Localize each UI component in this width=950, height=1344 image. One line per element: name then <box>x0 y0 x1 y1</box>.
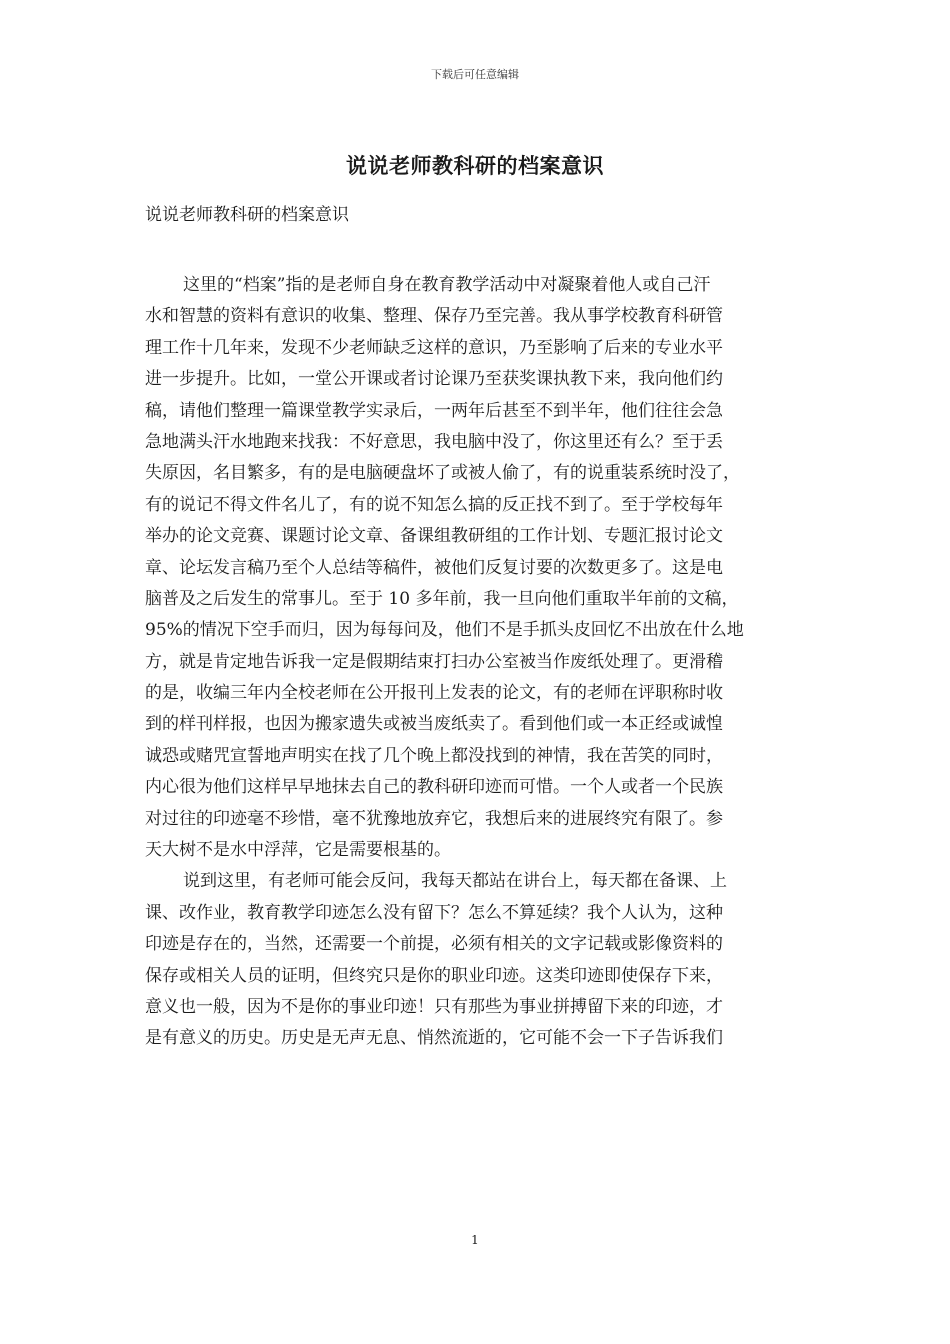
paragraph-line: 天大树不是水中浮萍，它是需要根基的。 <box>145 840 451 861</box>
paragraph-line: 进一步提升。比如，一堂公开课或者讨论课乃至获奖课执教下来，我向他们约 <box>145 369 723 390</box>
paragraph-line: 课、改作业，教育教学印迹怎么没有留下？怎么不算延续？我个人认为，这种 <box>145 902 723 923</box>
paragraph-line: 保存或相关人员的证明，但终究只是你的职业印迹。这类印迹即使保存下来， <box>145 965 723 986</box>
paragraph-line: 说到这里，有老师可能会反问，我每天都站在讲台上，每天都在备课、上 <box>183 871 727 892</box>
paragraph-line: 急地满头汗水地跑来找我：不好意思，我电脑中没了，你这里还有么？至于丢 <box>145 431 723 452</box>
paragraph-line: 对过往的印迹毫不珍惜，毫不犹豫地放弃它，我想后来的进展终究有限了。参 <box>145 808 723 829</box>
paragraph-line: 印迹是存在的，当然，还需要一个前提，必须有相关的文字记载或影像资料的 <box>145 934 723 955</box>
paragraph-line: 水和智慧的资料有意识的收集、整理、保存乃至完善。我从事学校教育科研管 <box>145 306 723 327</box>
page-number: 1 <box>471 1233 479 1247</box>
paragraph-line: 是有意义的历史。历史是无声无息、悄然流逝的，它可能不会一下子告诉我们 <box>145 1028 723 1049</box>
document-title: 说说老师教科研的档案意识 <box>346 153 604 178</box>
paragraph-line: 意义也一般，因为不是你的事业印迹！只有那些为事业拼搏留下来的印迹，才 <box>145 996 723 1017</box>
page-header: 下载后可任意编辑 <box>431 68 519 81</box>
paragraph-line: 理工作十几年来，发现不少老师缺乏这样的意识，乃至影响了后来的专业水平 <box>145 337 723 358</box>
paragraph-line: 到的样刊样报，也因为搬家遗失或被当废纸卖了。看到他们或一本正经或诚惶 <box>145 714 723 735</box>
paragraph-line: 稿，请他们整理一篇课堂教学实录后，一两年后甚至不到半年，他们往往会急 <box>145 400 723 421</box>
paragraph-line: 失原因，名目繁多，有的是电脑硬盘坏了或被人偷了，有的说重装系统时没了， <box>145 463 740 484</box>
document-body <box>145 270 807 1055</box>
paragraph-line: 有的说记不得文件名儿了，有的说不知怎么搞的反正找不到了。至于学校每年 <box>145 494 723 515</box>
paragraph-line: 方，就是肯定地告诉我一定是假期结束打扫办公室被当作废纸处理了。更滑稽 <box>145 651 723 672</box>
paragraph-line: 章、论坛发言稿乃至个人总结等稿件，被他们反复讨要的次数更多了。这是电 <box>145 557 723 578</box>
paragraph-line: 这里的“档案”指的是老师自身在教育教学活动中对凝聚着他人或自己汗 <box>183 275 711 295</box>
document-subtitle: 说说老师教科研的档案意识 <box>145 205 349 225</box>
paragraph-line: 脑普及之后发生的常事儿。至于 10 多年前，我一旦向他们重取半年前的文稿， <box>145 588 739 609</box>
paragraph-line: 举办的论文竞赛、课题讨论文章、备课组教研组的工作计划、专题汇报讨论文 <box>145 526 723 547</box>
paragraph-line: 的是，收编三年内全校老师在公开报刊上发表的论文，有的老师在评职称时收 <box>145 683 723 704</box>
paragraph-line: 内心很为他们这样早早地抹去自己的教科研印迹而可惜。一个人或者一个民族 <box>145 777 723 798</box>
paragraph-line: 诚恐或赌咒宣誓地声明实在找了几个晚上都没找到的神情，我在苦笑的同时， <box>145 745 723 766</box>
paragraph-line: 95%的情况下空手而归，因为每每问及，他们不是手抓头皮回忆不出放在什么地 <box>145 620 744 641</box>
